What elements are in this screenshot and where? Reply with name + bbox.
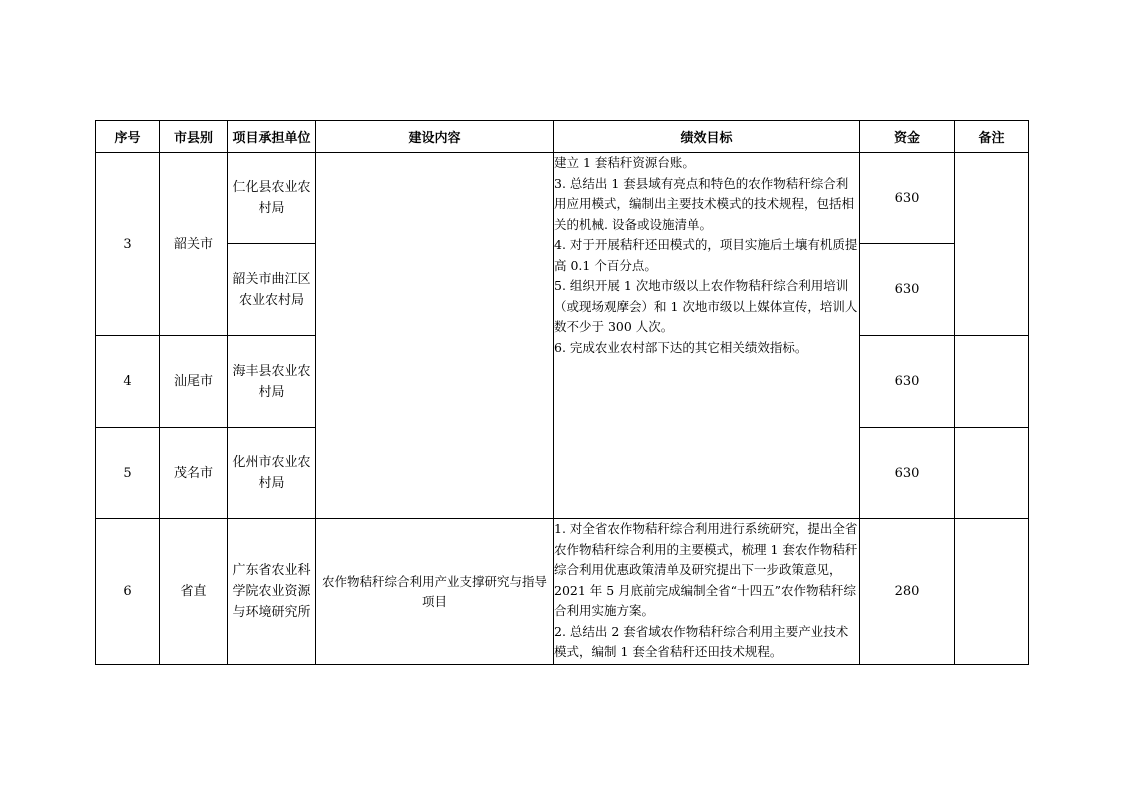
row-city: 韶关市 xyxy=(160,153,228,336)
performance-item: 建立 1 套秸秆资源台账。 xyxy=(554,155,695,170)
header-fund: 资金 xyxy=(860,121,955,153)
row-city: 汕尾市 xyxy=(160,336,228,428)
row-unit: 仁化县农业农村局 xyxy=(228,153,316,244)
row-content: 农作物秸秆综合利用产业支撑研究与指导项目 xyxy=(316,519,554,665)
row-unit: 海丰县农业农村局 xyxy=(228,336,316,428)
row-city: 茂名市 xyxy=(160,428,228,519)
performance-item: 2. 总结出 2 套省域农作物秸秆综合利用主要产业技术模式，编制 1 套全省秸秆还田技术规程。 xyxy=(554,623,849,659)
row-fund: 630 xyxy=(860,244,955,336)
row-performance-targets xyxy=(554,153,860,519)
performance-item: 1. 对全省农作物秸秆综合利用进行系统研究，提出全省农作物秸秆综合利用的主要模式，梳理 1 套农作物秸秆综合利用优惠政策清单及研究提出下一步政策意见，2021 年 5 月底前完成编制全省“十四五”农作物秸秆综合利用实施方案。 xyxy=(554,521,858,618)
funding-table xyxy=(95,120,1029,665)
header-performance: 绩效目标 xyxy=(554,121,860,153)
row-index: 6 xyxy=(96,519,160,665)
header-row xyxy=(96,121,1029,153)
row-index: 5 xyxy=(96,428,160,519)
row-unit: 广东省农业科学院农业资源与环境研究所 xyxy=(228,519,316,665)
table-row xyxy=(96,519,1029,665)
row-remark xyxy=(955,519,1029,665)
header-remark: 备注 xyxy=(955,121,1029,153)
row-unit: 韶关市曲江区农业农村局 xyxy=(228,244,316,336)
performance-item: 5. 组织开展 1 次地市级以上农作物秸秆综合利用培训（或现场观摩会）和 1 次地市级以上媒体宣传，培训人数不少于 300 人次。 xyxy=(554,278,858,334)
table-row xyxy=(96,153,1029,244)
row-index: 4 xyxy=(96,336,160,428)
header-content: 建设内容 xyxy=(316,121,554,153)
row-fund: 630 xyxy=(860,336,955,428)
row-remark xyxy=(955,336,1029,428)
row-performance-targets xyxy=(554,519,860,665)
header-city: 市县别 xyxy=(160,121,228,153)
performance-item: 4. 对于开展秸秆还田模式的，项目实施后土壤有机质提高 0.1 个百分点。 xyxy=(554,237,858,273)
row-remark xyxy=(955,428,1029,519)
header-index: 序号 xyxy=(96,121,160,153)
row-unit: 化州市农业农村局 xyxy=(228,428,316,519)
row-content-empty xyxy=(316,153,554,519)
row-fund: 630 xyxy=(860,153,955,244)
row-fund: 280 xyxy=(860,519,955,665)
header-unit: 项目承担单位 xyxy=(228,121,316,153)
row-index: 3 xyxy=(96,153,160,336)
performance-item: 3. 总结出 1 套县域有亮点和特色的农作物秸秆综合利用应用模式，编制出主要技术模式的技术规程，包括相关的机械. 设备或设施清单。 xyxy=(554,175,855,232)
performance-item: 6. 完成农业农村部下达的其它相关绩效指标。 xyxy=(554,339,808,355)
row-city: 省直 xyxy=(160,519,228,665)
row-fund: 630 xyxy=(860,428,955,519)
row-remark xyxy=(955,153,1029,336)
